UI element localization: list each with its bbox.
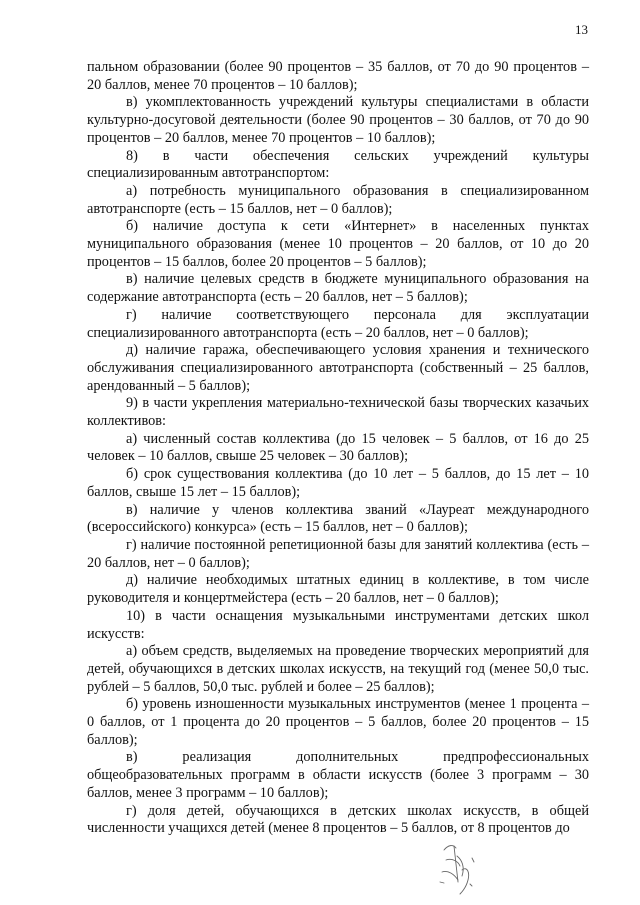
paragraph: д) наличие гаража, обеспечивающего условия хранения и технического обслуживания специализированного автотранспорта (собственный – 25 баллов, арендованный – 5 баллов); <box>87 342 589 394</box>
paragraph: пальном образовании (более 90 процентов – 35 баллов, от 70 до 90 процентов – 20 баллов, менее 70 процентов – 10 баллов); <box>87 59 589 93</box>
page-number: 13 <box>575 22 588 37</box>
paragraph: в) наличие целевых средств в бюджете муниципального образования на содержание автотранспорта (есть – 20 баллов, нет – 5 баллов); <box>87 271 589 306</box>
paragraph: г) наличие постоянной репетиционной базы для занятий коллектива (есть – 20 баллов, нет – 0 баллов); <box>87 536 589 571</box>
paragraph: в) реализация дополнительных предпрофессиональных общеобразовательных программ в области искусств (более 3 программ – 30 баллов, менее 3 программ – 10 баллов); <box>87 749 589 801</box>
document-body <box>87 59 589 838</box>
paragraph: 10) в части оснащения музыкальными инструментами детских школ искусств: <box>87 607 589 642</box>
paragraph: в) укомплектованность учреждений культуры специалистами в области культурно-досуговой деятельности (более 90 процентов – 30 баллов, от 70 до 90 процентов – 20 баллов, менее 70 процентов – 10 баллов); <box>87 94 589 146</box>
paragraph: б) наличие доступа к сети «Интернет» в населенных пунктах муниципального образования (менее 10 процентов – 20 баллов, от 10 до 20 процентов – 15 баллов, более 20 процентов – 5 баллов); <box>87 218 589 270</box>
paragraph: 8) в части обеспечения сельских учреждений культуры специализированным автотранспортом: <box>87 147 589 182</box>
paragraph: в) наличие у членов коллектива званий «Лауреат международного (всероссийского) конкурса» (есть – 15 баллов, нет – 0 баллов); <box>87 501 589 536</box>
paragraph: а) численный состав коллектива (до 15 человек – 5 баллов, от 16 до 25 человек – 10 баллов, свыше 25 человек – 30 баллов); <box>87 430 589 465</box>
paragraph: 9) в части укрепления материально-технической базы творческих казачьих коллективов: <box>87 395 589 430</box>
paragraph: г) наличие соответствующего персонала для эксплуатации специализированного автотранспорта (есть – 20 баллов, нет – 0 баллов); <box>87 306 589 341</box>
signature-mark <box>432 836 488 898</box>
paragraph: б) уровень изношенности музыкальных инструментов (менее 1 процента – 0 баллов, от 1 процента до 20 процентов – 5 баллов, более 20 процентов – 15 баллов); <box>87 696 589 748</box>
paragraph: г) доля детей, обучающихся в детских школах искусств, в общей численности учащихся детей (менее 8 процентов – 5 баллов, от 8 процентов до <box>87 802 589 837</box>
paragraph: а) потребность муниципального образования в специализированном автотранспорте (есть – 15 баллов, нет – 0 баллов); <box>87 182 589 217</box>
paragraph: д) наличие необходимых штатных единиц в коллективе, в том числе руководителя и концертмейстера (есть – 20 баллов, нет – 0 баллов); <box>87 572 589 607</box>
paragraph: б) срок существования коллектива (до 10 лет – 5 баллов, до 15 лет – 10 баллов, свыше 15 лет – 15 баллов); <box>87 466 589 500</box>
paragraph: а) объем средств, выделяемых на проведение творческих мероприятий для детей, обучающихся в детских школах искусств, на текущий год (менее 50,0 тыс. рублей – 5 баллов, 50,0 тыс. рублей и более – 25 баллов); <box>87 643 589 695</box>
